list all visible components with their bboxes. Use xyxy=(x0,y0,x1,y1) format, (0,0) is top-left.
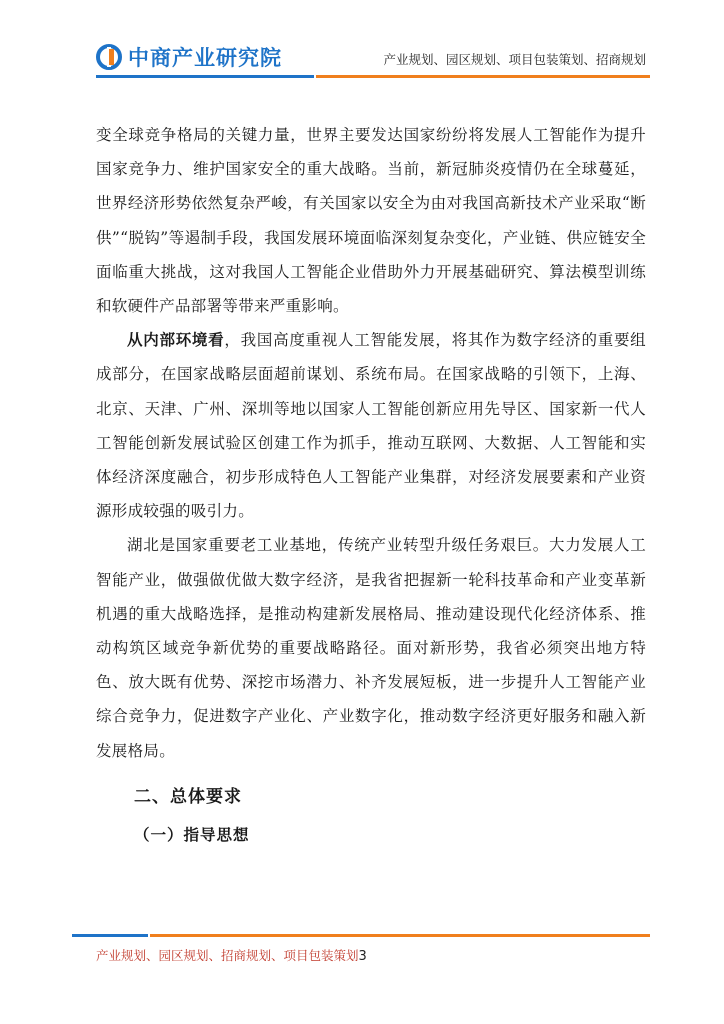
footer-rule-orange xyxy=(150,934,650,937)
footer-text: 产业规划、园区规划、招商规划、项目包装策划 xyxy=(96,948,359,963)
logo-icon xyxy=(96,44,122,70)
paragraph-2 xyxy=(96,323,646,528)
footer-rule-blue xyxy=(72,934,148,937)
header-rule-blue xyxy=(96,75,314,78)
page-footer xyxy=(96,946,367,964)
logo-text: 中商产业研究院 xyxy=(128,46,282,70)
logo xyxy=(96,42,282,72)
paragraph-1: 变全球竞争格局的关键力量，世界主要发达国家纷纷将发展人工智能作为提升国家竞争力、维护国家安全的重大战略。当前，新冠肺炎疫情仍在全球蔓延，世界经济形势依然复杂严峻，有关国家以安全为由对我国高新技术产业采取“断供”“脱钩”等遏制手段，我国发展环境面临深刻复杂变化，产业链、供应链安全面临重大挑战，这对我国人工智能企业借助外力开展基础研究、算法模型训练和软硬件产品部署等带来严重影响。 xyxy=(96,126,646,316)
paragraph-3: 湖北是国家重要老工业基地，传统产业转型升级任务艰巨。大力发展人工智能产业，做强做优做大数字经济，是我省把握新一轮科技革命和产业变革新机遇的重大战略选择，是推动构建新发展格局、推动建设现代化经济体系、推动构筑区域竞争新优势的重要战略路径。面对新形势，我省必须突出地方特色、放大既有优势、深挖市场潜力、补齐发展短板，进一步提升人工智能产业综合竞争力，促进数字产业化、产业数字化，推动数字经济更好服务和融入新发展格局。 xyxy=(96,536,646,760)
subsection-heading: （一）指导思想 xyxy=(134,825,250,844)
section-heading: 二、总体要求 xyxy=(134,786,242,807)
paragraph-2-lead: 从内部环境看 xyxy=(127,330,225,350)
page-number: 3 xyxy=(358,949,367,964)
header-rule-orange xyxy=(316,75,650,78)
document-body xyxy=(96,118,646,852)
page-header xyxy=(0,0,724,80)
header-slogan: 产业规划、园区规划、项目包装策划、招商规划 xyxy=(383,52,646,67)
paragraph-2-text: ，我国高度重视人工智能发展，将其作为数字经济的重要组成部分，在国家战略层面超前谋划、系统布局。在国家战略的引领下，上海、北京、天津、广州、深圳等地以国家人工智能创新应用先导区、国家新一代人工智能创新发展试验区创建工作为抓手，推动互联网、大数据、人工智能和实体经济深度融合，初步形成特色人工智能产业集群，对经济发展要素和产业资源形成较强的吸引力。 xyxy=(96,331,646,521)
